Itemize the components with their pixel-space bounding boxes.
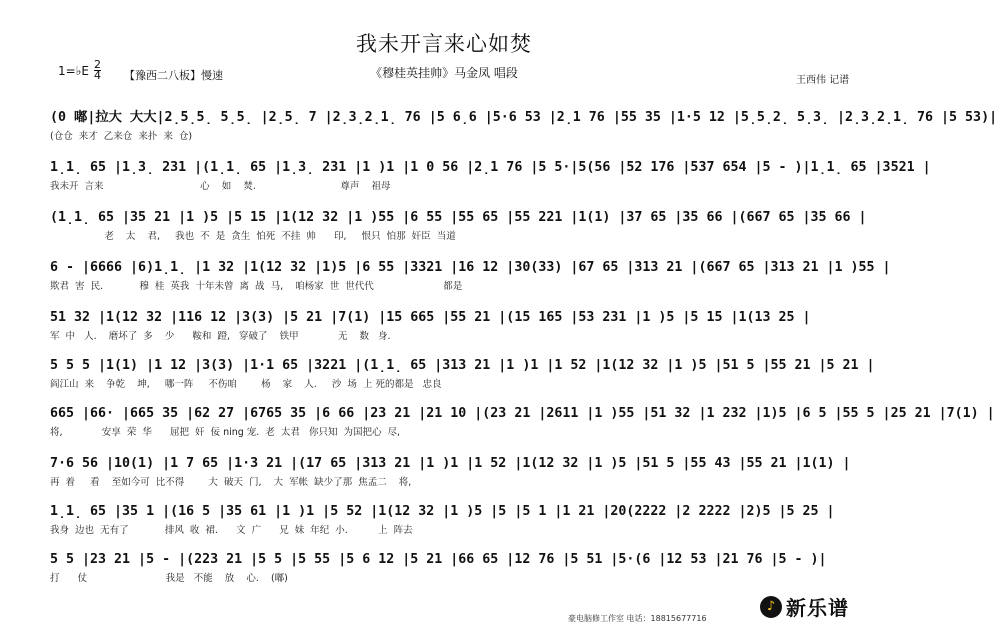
notation-line: 5 5 5 |1(1) |1 12 |3(3) |1·1 65 |3221 |(1̣1̣ 65 |313 21 |1 )1 |1 52 |1(12 32 |1 )5 |51 5 |55 21 |5 21 | — [50, 358, 875, 373]
score-system — [50, 402, 995, 440]
studio-credit: 豪电脑修工作室 电话：18815677716 — [568, 614, 707, 623]
score-system — [50, 354, 875, 392]
notation-line: 6 - |6666 |6)1̣1̣ |1 32 |1(12 32 |1)5 |6 55 |3321 |16 12 |30(33) |67 65 |313 21 |(667 65 |313 21 |1 )55 | — [50, 260, 891, 275]
score-system — [50, 256, 891, 294]
lyrics-line: 我未开 言来 心 如 焚. 尊声 祖母 — [50, 181, 391, 192]
lyrics-line: 我身 边也 无有了 排风 收 裙. 文 广 兄 妹 年纪 小. 上 阵去 — [50, 525, 413, 536]
time-sig-top: 2 — [93, 58, 101, 71]
score-system — [50, 106, 997, 144]
score-system — [50, 206, 867, 244]
notation-line: (1̣1̣ 65 |35 21 |1 )5 |5 15 |1(12 32 |1 )55 |6 55 |55 65 |55 221 |1(1) |37 65 |35 66 |(667 65 |35 66 | — [50, 210, 867, 225]
key-label: 1=♭E — [58, 63, 89, 78]
logo-text: 新乐谱 — [786, 596, 849, 620]
time-sig-bottom: 4 — [93, 69, 101, 82]
score-system — [50, 548, 862, 586]
notation-line: (0 嘟|拉大 大大|2̣5̣5̣ 5̣5̣ |2̣5̣ 7 |2̣3̣2̣1̣ 76 |5 6̣6 |5·6 53 |2̣1 76 |55 35 |1·5 12 |5̣5̣2̣ 5̣3̣ |2̣3̣2̣1̣ 76 |5 53)| — [50, 110, 997, 125]
notation-line: 1̣1̣ 65 |1̣3̣ 231 |(1̣1̣ 65 |1̣3̣ 231 |1 )1 |1 0 56 |2̣1 76 |5 5·|5(56 |52 176 |537 654 |5 - )|1̣1̣ 65 |3521 | — [50, 160, 931, 175]
lyrics-line: 阎江山 来 争乾 坤, 哪一阵 不伤咱 杨 家 人. 沙 场 上 死的都是 忠良 — [50, 379, 442, 390]
lyrics-line: (仓仓 来才 乙来仓 来扑 来 仓) — [50, 131, 193, 142]
lyrics-line: 将, 安享 荣 华 屈把 奸 佞 ning 宠. 老 太君 你只知 为国把心 尽, — [50, 427, 401, 438]
site-logo — [760, 592, 849, 621]
notation-line: 5 5 |23 21 |5 - |(223 21 |5 5 |5 55 |5 6 12 |5 21 |66 65 |12 76 |5 51 |5·(6 |12 53 |21 76 |5 - )| — [50, 552, 827, 567]
notation-line: 7·6 56 |10(1) |1 7 65 |1·3 21 |(17 65 |313 21 |1 )1 |1 52 |1(12 32 |1 )5 |51 5 |55 43 |55 21 |1(1) | — [50, 456, 851, 471]
score-system — [50, 306, 862, 344]
page-subtitle: 《穆桂英挂帅》马金凤 唱段 — [370, 66, 518, 80]
lyrics-line: 打 仗 我是 不能 放 心. (嘟) — [50, 573, 288, 584]
transcriber-credit: 王西伟 记谱 — [796, 75, 850, 86]
notation-line: 1̣1̣ 65 |35 1 |(16 5 |35 61 |1 )1 |5 52 |1(12 32 |1 )5 |5 |5 1 |1 21 |20(2222 |2 2222 |2)5 |5 25 | — [50, 504, 835, 519]
score-system — [50, 452, 862, 490]
lyrics-line: 老 太 君, 我也 不 是 贪生 怕死 不挂 帅 印, 恨只 怕那 奸臣 当道 — [50, 231, 456, 242]
lyrics-line: 军 中 人. 磨坏了 多 少 鞍和 蹬, 穿破了 铁甲 无 数 身. — [50, 331, 391, 342]
key-signature — [58, 60, 107, 81]
tempo-marking: 【豫西二八板】慢速 — [124, 69, 223, 82]
score-system — [50, 156, 931, 194]
music-note-icon: ♪ — [760, 596, 782, 618]
page-title: 我未开言来心如焚 — [356, 32, 532, 56]
lyrics-line: 欺君 害 民. 穆 桂 英我 十年未曾 离 战 马, 咱杨家 世 世代代 都是 — [50, 281, 463, 292]
notation-line: 51 32 |1(12 32 |116 12 |3(3) |5 21 |7(1) |15 665 |55 21 |(15 165 |53 231 |1 )5 |5 15 |1(13 25 | — [50, 310, 811, 325]
lyrics-line: 再 着 看 至如今可 比不得 大 破天 门, 大 军帐 缺少了那 焦孟二 将, — [50, 477, 412, 488]
notation-line: 665 |66· |665 35 |62 27 |6765 35 |6 66 |23 21 |21 10 |(23 21 |2611 |1 )55 |51 32 |1 232 |1)5 |6 5 |55 5 |25 21 |7(1) | — [50, 406, 995, 421]
time-signature — [94, 60, 101, 81]
score-system — [50, 500, 862, 538]
